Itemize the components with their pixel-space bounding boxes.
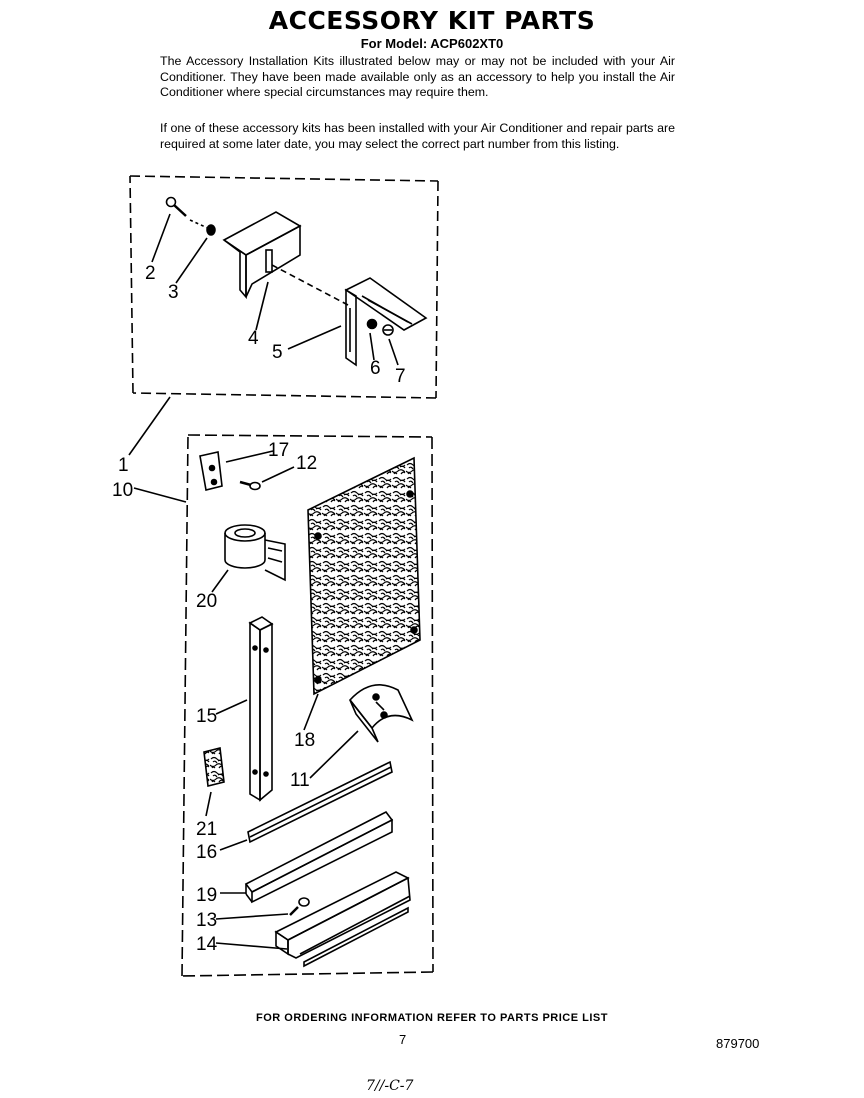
callout-6: 6 [370,358,381,379]
leader-6 [370,333,374,360]
callout-15: 15 [196,706,218,727]
screw-part-13 [290,898,309,915]
document-number: 879700 [716,1036,760,1051]
callout-2: 2 [145,263,156,284]
nut-part-7 [383,325,393,335]
leader-3 [176,238,207,283]
support-bracket-part-5 [346,278,426,365]
callout-20: 20 [196,591,218,612]
intro-paragraph-2: If one of these accessory kits has been installed with your Air Conditioner and repair parts are required at some later date, you may select the correct part number from this listing. [160,121,675,151]
leader-7 [389,339,398,365]
leader-13 [216,914,288,919]
vertical-channel-part-15 [250,617,272,800]
callout-14: 14 [196,934,218,955]
washer-part-3 [207,225,215,235]
callout-13: 13 [196,910,218,931]
page-title: ACCESSORY KIT PARTS [268,6,596,35]
washer-part-6 [368,320,377,329]
callout-7: 7 [395,366,406,387]
sill-channel-part-14 [276,872,410,966]
leader-4 [256,282,268,330]
callout-18: 18 [294,730,316,751]
callout-11: 11 [290,770,310,791]
bracket-cover-part-4 [224,212,348,305]
model-subtitle: For Model: ACP602XT0 [360,36,504,51]
handwritten-note: 7//-C-7 [366,1078,414,1094]
foam-block-part-21 [204,748,224,786]
page-number: 7 [399,1032,407,1047]
callout-16: 16 [196,842,218,863]
callout-12: 12 [296,453,318,474]
leader-5 [288,326,341,349]
callout-3: 3 [168,282,179,303]
leader-20 [212,570,228,592]
ordering-note: FOR ORDERING INFORMATION REFER TO PARTS PRICE LIST [256,1012,608,1024]
leader-15 [216,700,247,714]
leader-10 [134,488,186,502]
leader-12 [262,467,294,482]
leader-21 [206,792,211,816]
leader-1 [129,397,170,455]
callout-19: 19 [196,885,218,906]
tape-roll-part-20 [225,525,285,580]
leader-2 [152,214,170,262]
leader-11 [310,731,358,778]
callout-5: 5 [272,342,283,363]
screw-part-2 [167,198,213,231]
intro-paragraph-1: The Accessory Installation Kits illustrated below may or may not be included with your Air Conditioner. They have been made available only as an accessory to help you install the Air Conditioner where special circumstances may require them. [160,54,675,99]
clip-bracket-part-11 [350,685,412,742]
angle-bracket-part-17 [200,452,222,490]
leader-17 [226,451,273,462]
leader-18 [304,694,318,730]
callout-10: 10 [112,480,134,501]
callout-21: 21 [196,819,218,840]
callout-1: 1 [118,455,129,476]
leader-16 [220,840,247,850]
callout-4: 4 [248,328,259,349]
callout-17: 17 [268,440,290,461]
screw-part-12 [240,482,260,490]
filter-panel-part-18 [308,458,420,694]
